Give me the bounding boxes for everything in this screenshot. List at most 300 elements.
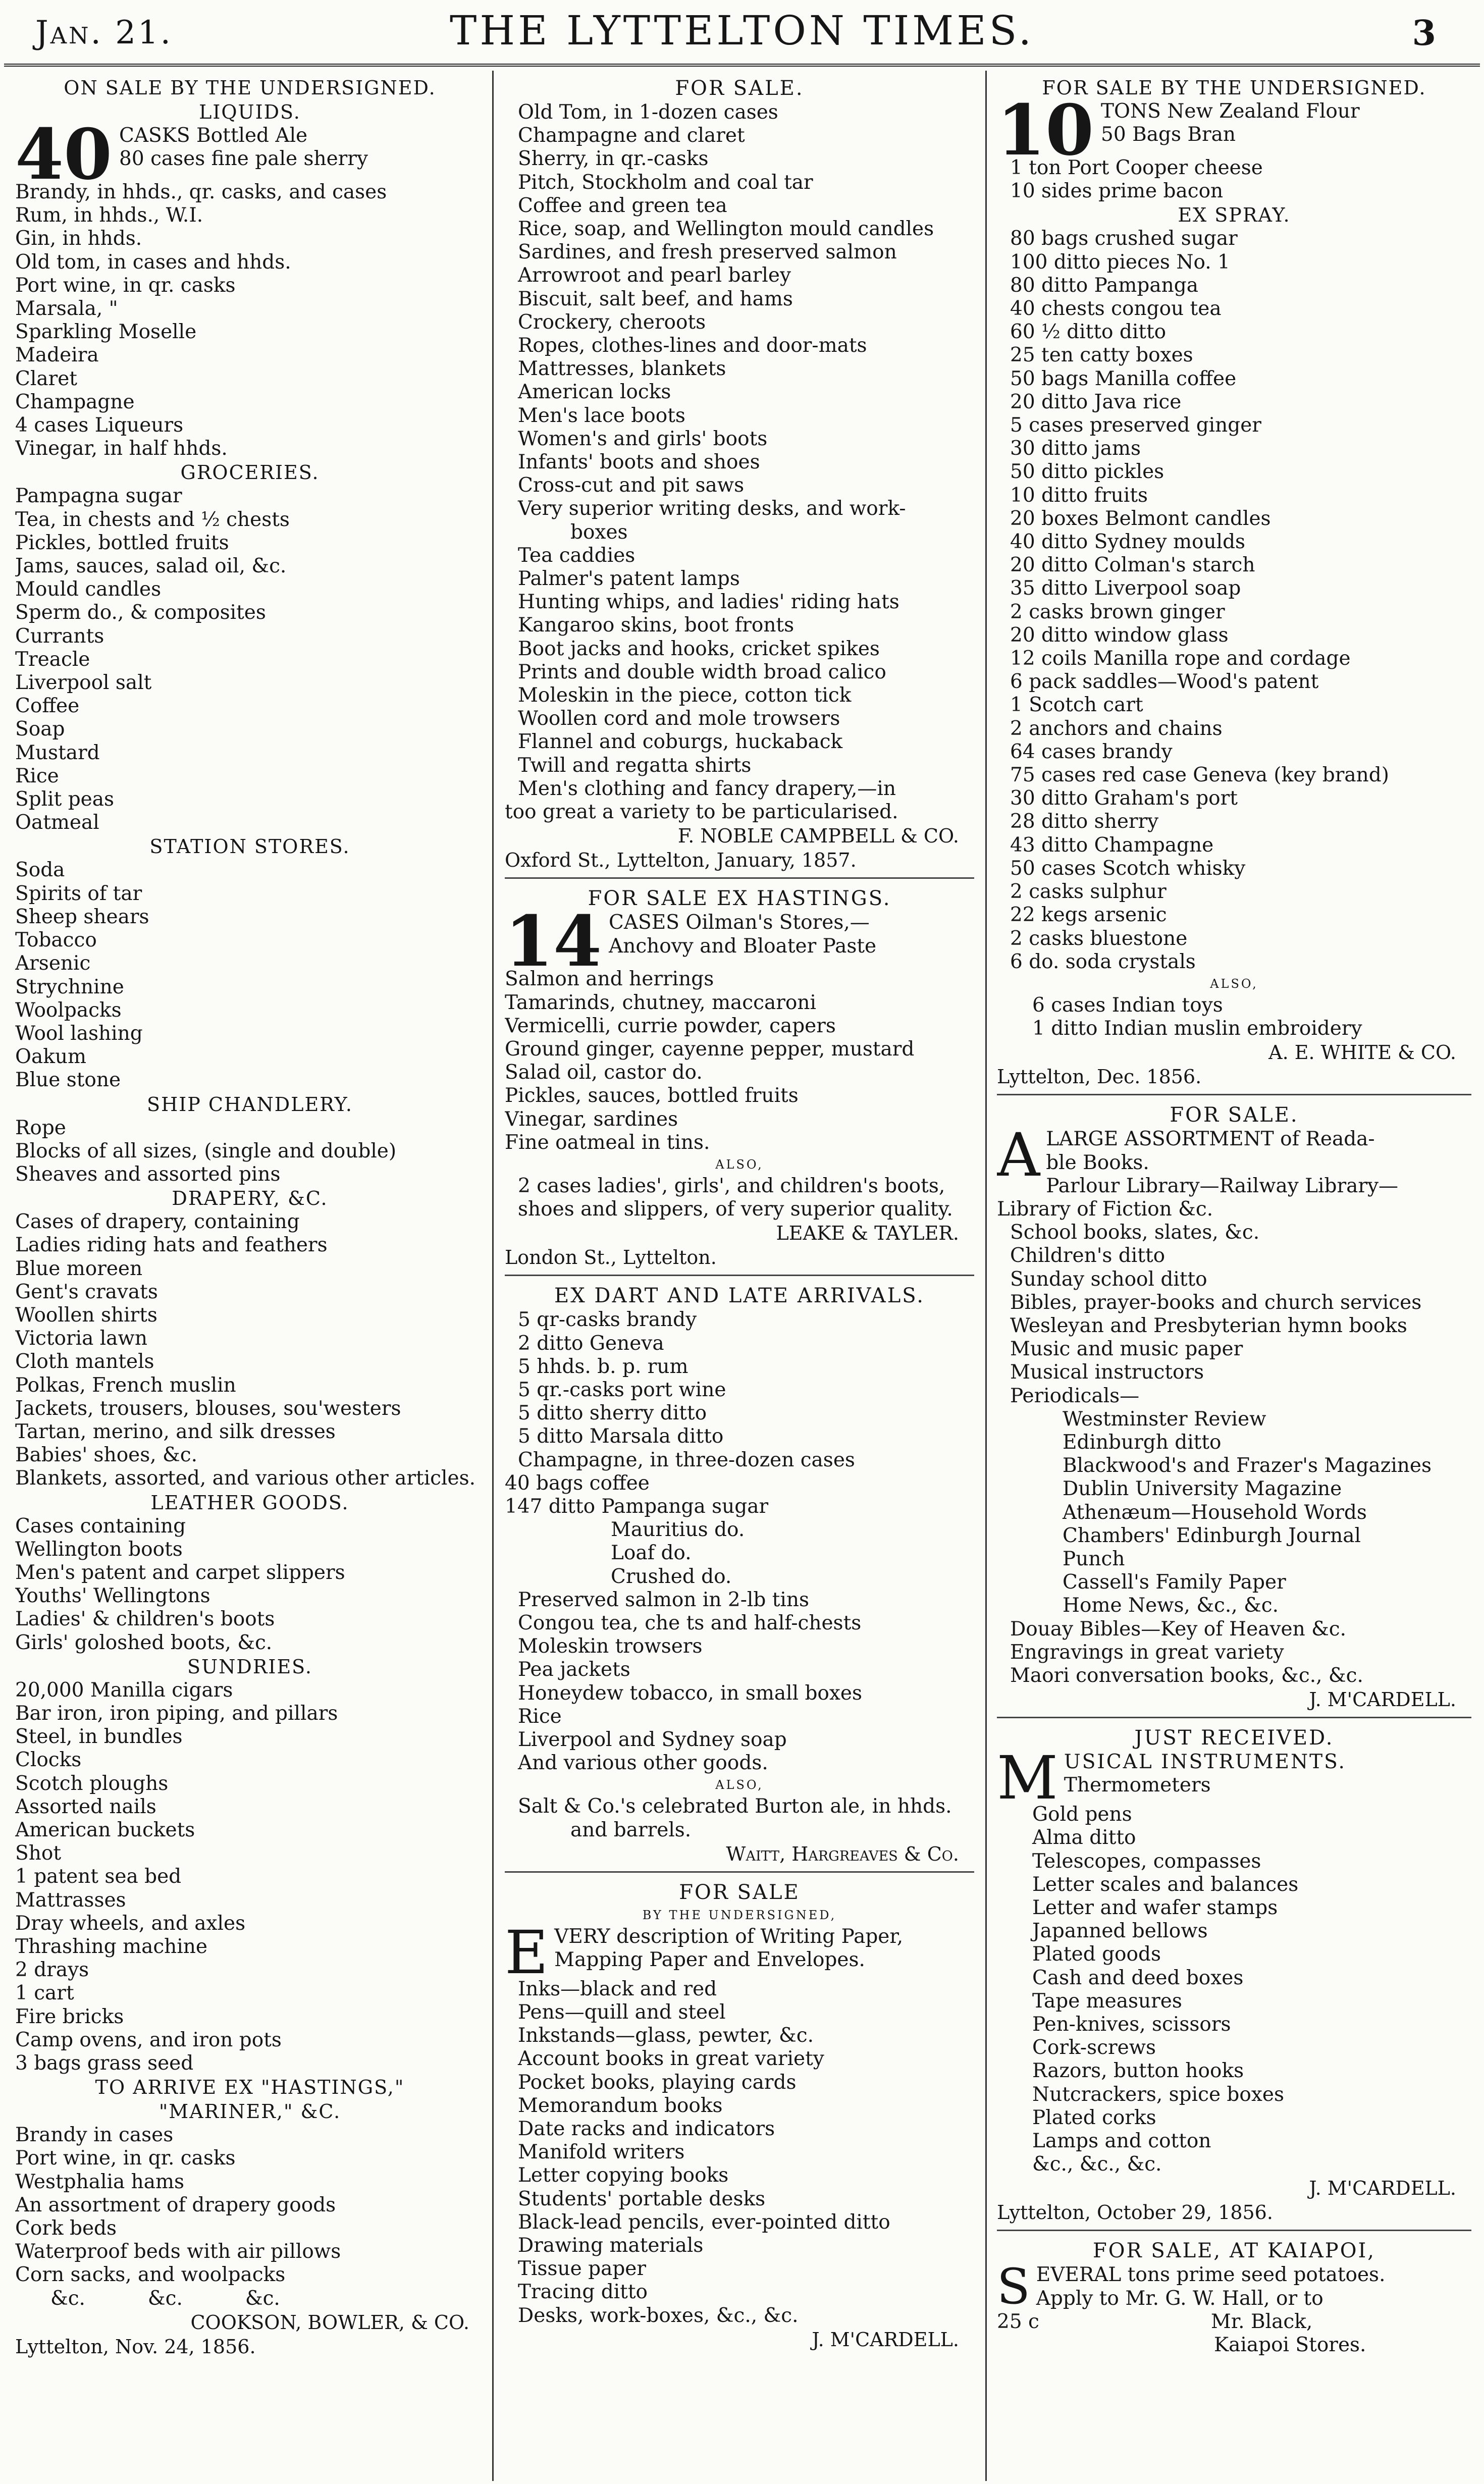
- item-list: [505, 1589, 974, 1775]
- list-item: School books, slates, &c.: [1010, 1221, 1260, 1244]
- list-item: 60 ½ ditto ditto: [1010, 321, 1167, 344]
- contact-line: [997, 2310, 1471, 2334]
- section-title: DRAPERY, &C.: [172, 1187, 328, 1210]
- list-item: 2 casks sulphur: [1010, 880, 1167, 904]
- advert-date: Lyttelton, Dec. 1856.: [997, 1066, 1202, 1088]
- advert-leake-tayler: [505, 886, 974, 1276]
- advert-heading: FOR SALE.: [1170, 1103, 1299, 1127]
- newspaper-title: THE LYTTELTON TIMES.: [449, 7, 1034, 54]
- list-item: Students' portable desks: [518, 2187, 766, 2210]
- item-list: [15, 1679, 485, 2075]
- advert-heading: FOR SALE: [679, 1880, 800, 1904]
- drop-line: 80 cases fine pale sherry: [119, 147, 368, 171]
- advert-cookson-bowler: [15, 76, 485, 2364]
- list-item: Kangaroo skins, boot fronts: [518, 614, 794, 637]
- advert-signature: J. M'CARDELL.: [1309, 2177, 1456, 2200]
- drop-line: Anchovy and Bloater Paste: [609, 934, 877, 958]
- list-item: 30 ditto Graham's port: [1010, 787, 1238, 810]
- list-item: Very superior writing desks, and work-: [518, 497, 906, 520]
- item-list: [15, 1515, 485, 1655]
- list-item: Home News, &c., &c.: [1063, 1594, 1279, 1617]
- list-item: Shot: [15, 1842, 61, 1865]
- list-item: Dray wheels, and axles: [15, 1912, 246, 1935]
- list-item: 40 bags coffee: [505, 1471, 650, 1495]
- list-item: Old Tom, in 1-dozen cases: [518, 101, 778, 124]
- item-list: [997, 994, 1471, 1040]
- list-item: Madeira: [15, 344, 99, 367]
- list-item: 5 cases preserved ginger: [1010, 414, 1261, 437]
- list-item: Brandy, in hhds., qr. casks, and cases: [15, 181, 387, 203]
- item-list: [997, 227, 1471, 974]
- list-item: 5 ditto sherry ditto: [518, 1402, 707, 1425]
- also-line: Salt & Co.'s celebrated Burton ale, in hhds.: [518, 1795, 952, 1818]
- list-item: Youths' Wellingtons: [15, 1584, 210, 1608]
- list-item: Sherry, in qr.-casks: [518, 147, 709, 171]
- list-item: Boot jacks and hooks, cricket spikes: [518, 637, 880, 660]
- list-item: Tissue paper: [518, 2257, 647, 2281]
- list-item: Pickles, sauces, bottled fruits: [505, 1084, 799, 1107]
- list-item: Treacle: [15, 648, 90, 671]
- list-item: 147 ditto Pampanga sugar: [505, 1495, 769, 1518]
- list-item: Assorted nails: [15, 1795, 156, 1818]
- list-item: Sardines, and fresh preserved salmon: [518, 241, 897, 264]
- list-item: Wesleyan and Presbyterian hymn books: [1010, 1314, 1407, 1337]
- list-item: Account books in great variety: [518, 2047, 824, 2071]
- section-title: SHIP CHANDLERY.: [147, 1093, 353, 1116]
- list-item: Ladies' & children's boots: [15, 1608, 275, 1631]
- list-item: Men's lace boots: [518, 404, 685, 427]
- column-divider-1: [492, 71, 494, 2481]
- list-item: 22 kegs arsenic: [1010, 904, 1167, 927]
- list-item: Rice, soap, and Wellington mould candles: [518, 218, 934, 241]
- item-list: [505, 1472, 974, 1518]
- list-item: Maori conversation books, &c., &c.: [1010, 1664, 1363, 1687]
- section-title: TO ARRIVE EX "HASTINGS,": [95, 2076, 405, 2099]
- list-item: Liverpool salt: [15, 671, 152, 695]
- list-item: 12 coils Manilla rope and cordage: [1010, 647, 1351, 670]
- list-item: Strychnine: [15, 975, 124, 998]
- list-item: 100 ditto pieces No. 1: [1010, 250, 1230, 274]
- list-item: Dublin University Magazine: [1063, 1477, 1342, 1501]
- list-item: Wellington boots: [15, 1538, 183, 1561]
- item-list: [15, 181, 485, 460]
- list-item: Polkas, French muslin: [15, 1373, 236, 1397]
- section-title: "MARINER," &C.: [158, 2100, 341, 2123]
- list-item: Fire bricks: [15, 2005, 124, 2028]
- list-item: 30 ditto jams: [1010, 437, 1141, 460]
- list-item: Tea caddies: [518, 544, 635, 567]
- list-item: Memorandum books: [518, 2094, 723, 2117]
- list-item: Champagne, in three-dozen cases: [518, 1448, 855, 1471]
- list-item: 50 bags Manilla coffee: [1010, 367, 1237, 390]
- list-item: Sheaves and assorted pins: [15, 1162, 281, 1186]
- drop-capital: M: [997, 1743, 1058, 1813]
- item-list: [505, 101, 974, 521]
- list-item: Biscuit, salt beef, and hams: [518, 287, 793, 310]
- advert-signature: COOKSON, BOWLER, & CO.: [190, 2311, 469, 2334]
- item-list: [505, 968, 974, 1154]
- list-item: Musical instructors: [1010, 1361, 1204, 1384]
- item-list: [505, 1308, 974, 1471]
- item-list: [15, 2124, 485, 2287]
- list-item: Vermicelli, currie powder, capers: [505, 1014, 836, 1037]
- list-item: Victoria lawn: [15, 1327, 147, 1350]
- list-item: Girls' goloshed boots, &c.: [15, 1631, 273, 1654]
- list-item: 2 casks bluestone: [1010, 927, 1188, 950]
- list-item: Thrashing machine: [15, 1935, 207, 1959]
- list-item: American locks: [518, 381, 671, 404]
- list-item: Pea jackets: [518, 1658, 630, 1681]
- list-item: Pickles, bottled fruits: [15, 531, 229, 554]
- list-item: 1 ton Port Cooper cheese: [1010, 156, 1263, 179]
- list-item: Arrowroot and pearl barley: [518, 264, 791, 287]
- section-title: SUNDRIES.: [187, 1655, 312, 1678]
- list-item: Edinburgh ditto: [1063, 1431, 1222, 1454]
- column-divider-2: [985, 71, 987, 2481]
- list-item: Port wine, in qr. casks: [15, 2147, 236, 2170]
- drop-numeral: 40: [15, 113, 113, 195]
- list-item: 20 ditto window glass: [1010, 623, 1229, 647]
- list-item: 3 bags grass seed: [15, 2052, 194, 2075]
- list-item: Champagne and claret: [518, 124, 745, 147]
- list-item: Claret: [15, 367, 77, 390]
- header-rule: [4, 64, 1480, 67]
- list-item: Blue stone: [15, 1069, 121, 1092]
- list-item: Arsenic: [15, 952, 91, 975]
- list-item: Women's and girls' boots: [518, 427, 768, 450]
- list-item: Japanned bellows: [1032, 1920, 1208, 1943]
- list-item: Letter and wafer stamps: [1032, 1896, 1278, 1919]
- drop-line: CASES Oilman's Stores,—: [609, 911, 870, 934]
- drop-line: VERY description of Writing Paper,: [554, 1925, 904, 1948]
- list-item: Vinegar, in half hhds.: [15, 437, 228, 460]
- list-item: Tobacco: [15, 929, 97, 952]
- contact-line: Kaiapoi Stores.: [1214, 2334, 1366, 2357]
- list-item: Cash and deed boxes: [1032, 1966, 1244, 1989]
- list-item: Soap: [15, 718, 65, 741]
- list-item: 1 ditto Indian muslin embroidery: [1032, 1017, 1362, 1040]
- list-item: Rum, in hhds., W.I.: [15, 204, 203, 227]
- list-item: 2 casks brown ginger: [1010, 600, 1225, 623]
- drop-line: LARGE ASSORTMENT of Reada-: [1046, 1128, 1375, 1151]
- drop-line: TONS New Zealand Flour: [1101, 100, 1360, 123]
- list-item: Razors, button hooks: [1032, 2059, 1244, 2083]
- section-title: EX SPRAY.: [1178, 204, 1291, 227]
- list-item: Inkstands—glass, pewter, &c.: [518, 2024, 814, 2047]
- list-item: Babies' shoes, &c.: [15, 1444, 198, 1467]
- list-item: Jackets, trousers, blouses, sou'westers: [15, 1397, 401, 1420]
- list-item: Woollen cord and mole trowsers: [518, 707, 840, 730]
- list-item: Blue moreen: [15, 1257, 143, 1280]
- drop-line: Parlour Library—Railway Library—: [1046, 1174, 1399, 1197]
- list-item: 40 chests congou tea: [1010, 297, 1222, 321]
- advert-heading: ON SALE BY THE UNDERSIGNED.: [64, 77, 436, 99]
- list-item: Crockery, cheroots: [518, 310, 706, 334]
- item-list: [15, 859, 485, 1092]
- also-label: ALSO,: [715, 1778, 764, 1792]
- list-item: Children's ditto: [1010, 1244, 1165, 1267]
- list-item: Corn sacks, and woolpacks: [15, 2263, 286, 2287]
- advert-noble-campbell: [505, 76, 974, 879]
- drop-capital: S: [997, 2258, 1030, 2315]
- drop-line: Library of Fiction &c.: [997, 1197, 1213, 1221]
- list-item: Fine oatmeal in tins.: [505, 1131, 710, 1154]
- advert-waitt-hargreaves: [505, 1283, 974, 1872]
- list-item: Waterproof beds with air pillows: [15, 2240, 341, 2263]
- list-item: Jams, sauces, salad oil, &c.: [15, 555, 287, 578]
- advert-heading: FOR SALE EX HASTINGS.: [588, 887, 891, 911]
- list-item: Periodicals—: [1010, 1384, 1140, 1407]
- list-item: Vinegar, sardines: [505, 1107, 678, 1131]
- list-item: Sparkling Moselle: [15, 321, 197, 344]
- advert-signature: LEAKE & TAYLER.: [776, 1222, 959, 1245]
- list-item: 80 bags crushed sugar: [1010, 227, 1238, 250]
- list-item: 20 ditto Java rice: [1010, 390, 1182, 413]
- list-item: Brandy in cases: [15, 2124, 174, 2147]
- list-item: Salmon and herrings: [505, 968, 714, 991]
- list-item: Woollen shirts: [15, 1303, 157, 1327]
- list-item: Bar iron, iron piping, and pillars: [15, 1702, 338, 1725]
- drop-line: Mapping Paper and Envelopes.: [554, 1948, 865, 1971]
- list-item: Letter scales and balances: [1032, 1873, 1299, 1896]
- advert-signature: A. E. WHITE & CO.: [1268, 1041, 1456, 1064]
- list-item: Cork-screws: [1032, 2036, 1156, 2059]
- list-item: Infants' boots and shoes: [518, 451, 760, 474]
- list-item: Mattresses, blankets: [518, 357, 726, 381]
- list-item: Pen-knives, scissors: [1032, 2013, 1231, 2036]
- item-list: [15, 1210, 485, 1490]
- list-item: Ropes, clothes-lines and door-mats: [518, 334, 867, 357]
- item-list: [15, 485, 485, 834]
- also-text: 2 cases ladies', girls', and children's boots, shoes and slippers, of very superior quality.: [518, 1174, 953, 1221]
- ad-code: 25 c: [997, 2310, 1039, 2333]
- list-item: Steel, in bundles: [15, 1725, 183, 1749]
- list-item: Ladies riding hats and feathers: [15, 1234, 328, 1257]
- list-item: Mattrasses: [15, 1888, 126, 1912]
- list-item: Cross-cut and pit saws: [518, 474, 745, 497]
- section-title: STATION STORES.: [149, 835, 350, 858]
- list-item: 75 cases red case Geneva (key brand): [1010, 764, 1389, 787]
- list-item: Gin, in hhds.: [15, 227, 142, 250]
- list-item: Plated goods: [1032, 1943, 1161, 1966]
- advert-ae-white: [997, 76, 1471, 1095]
- list-item: Hunting whips, and ladies' riding hats: [518, 591, 899, 614]
- list-item: Palmer's patent lamps: [518, 567, 740, 591]
- list-item: Mould candles: [15, 578, 162, 601]
- advert-signature: J. M'CARDELL.: [812, 2328, 959, 2351]
- column-1: [15, 76, 485, 2478]
- list-item: Marsala, ": [15, 297, 118, 321]
- item-list: [505, 544, 974, 801]
- advert-mccardell-music: [997, 1725, 1471, 2231]
- list-item: Cassell's Family Paper: [1063, 1571, 1286, 1594]
- list-item: 64 cases brandy: [1010, 740, 1173, 763]
- advert-mccardell-stationery: [505, 1880, 974, 2357]
- list-item: Inks—black and red: [518, 1977, 717, 2000]
- item-list: [997, 1221, 1471, 1408]
- list-item: 6 cases Indian toys: [1032, 993, 1223, 1017]
- list-item: Liverpool and Sydney soap: [518, 1728, 787, 1751]
- contact-name: Mr. Black,: [1210, 2310, 1313, 2333]
- list-item: Tartan, merino, and silk dresses: [15, 1420, 336, 1443]
- list-item: Flannel and coburgs, huckaback: [518, 730, 843, 754]
- section-title: GROCERIES.: [180, 461, 320, 484]
- list-item: 1 patent sea bed: [15, 1865, 182, 1888]
- list-item: Gent's cravats: [15, 1280, 158, 1303]
- list-item: Honeydew tobacco, in small boxes: [518, 1681, 862, 1705]
- advert-kaiapoi: [997, 2238, 1471, 2362]
- list-item: 6 do. soda crystals: [1010, 950, 1196, 973]
- advert-heading: EX DART AND LATE ARRIVALS.: [554, 1284, 925, 1308]
- list-item: Blankets, assorted, and various other articles.: [15, 1467, 475, 1490]
- list-item: Champagne: [15, 390, 135, 413]
- list-item: Tape measures: [1032, 1989, 1182, 2013]
- list-item: Salad oil, castor do.: [505, 1061, 703, 1084]
- list-item: 1 Scotch cart: [1010, 694, 1143, 717]
- list-item: Currants: [15, 624, 104, 648]
- list-item: Blackwood's and Frazer's Magazines: [1063, 1454, 1432, 1477]
- advert-date: Oxford St., Lyttelton, January, 1857.: [505, 849, 857, 872]
- list-item: Prints and double width broad calico: [518, 660, 886, 683]
- list-item: 40 ditto Sydney moulds: [1010, 531, 1246, 554]
- list-item: Nutcrackers, spice boxes: [1032, 2083, 1284, 2106]
- list-item: Drawing materials: [518, 2234, 704, 2257]
- list-item: 2 ditto Geneva: [518, 1332, 664, 1355]
- list-item: Sperm do., & composites: [15, 601, 266, 624]
- list-item: Alma ditto: [1032, 1826, 1136, 1849]
- list-item: An assortment of drapery goods: [15, 2193, 336, 2216]
- list-item: 2 drays: [15, 1959, 89, 1982]
- list-item: 20,000 Manilla cigars: [15, 1678, 233, 1702]
- advert-date: Lyttelton, October 29, 1856.: [997, 2201, 1273, 2224]
- item-list: [997, 1618, 1471, 1688]
- list-item: Port wine, in qr. casks: [15, 274, 236, 297]
- list-item: 20 boxes Belmont candles: [1010, 507, 1271, 530]
- advert-signature: J. M'CARDELL.: [1309, 1688, 1456, 1711]
- list-item: Black-lead pencils, ever-pointed ditto: [518, 2210, 890, 2234]
- list-item: 6 pack saddles—Wood's patent: [1010, 670, 1319, 694]
- drop-line: USICAL INSTRUMENTS.: [1064, 1751, 1346, 1774]
- drop-line: CASKS Bottled Ale: [119, 124, 308, 147]
- drop-numeral: 10: [997, 89, 1094, 171]
- list-item: Tracing ditto: [518, 2281, 648, 2304]
- list-item: Oakum: [15, 1045, 86, 1069]
- list-item: Pens—quill and steel: [518, 2001, 726, 2024]
- list-item: Coffee: [15, 695, 80, 718]
- advert-date: London St., Lyttelton.: [505, 1246, 717, 1269]
- list-item: Tea, in chests and ½ chests: [15, 508, 290, 531]
- list-item: Old tom, in cases and hhds.: [15, 250, 291, 274]
- list-item: Chambers' Edinburgh Journal: [1063, 1524, 1361, 1547]
- list-item: Ground ginger, cayenne pepper, mustard: [505, 1037, 915, 1061]
- list-item: 50 cases Scotch whisky: [1010, 857, 1246, 880]
- item-list: [997, 156, 1471, 203]
- list-item: 5 ditto Marsala ditto: [518, 1425, 724, 1448]
- drop-line: Thermometers: [1064, 1774, 1211, 1797]
- list-item: 2 anchors and chains: [1010, 717, 1223, 740]
- list-item: 5 hhds. b. p. rum: [518, 1355, 688, 1378]
- list-item: Bibles, prayer-books and church services: [1010, 1291, 1422, 1314]
- list-item: Athenæum—Household Words: [1063, 1501, 1367, 1524]
- list-item: 10 sides prime bacon: [1010, 180, 1224, 203]
- item-continuation: too great a variety to be particularised.: [505, 801, 898, 824]
- item-list: [997, 1408, 1471, 1618]
- list-item: Music and music paper: [1010, 1338, 1243, 1361]
- advert-heading: JUST RECEIVED.: [1134, 1726, 1334, 1750]
- item-list: [505, 1518, 974, 1589]
- list-item: Telescopes, compasses: [1032, 1849, 1261, 1873]
- list-item: Moleskin in the piece, cotton tick: [518, 684, 852, 707]
- list-item: Coffee and green tea: [518, 194, 727, 217]
- list-item: 80 ditto Pampanga: [1010, 274, 1198, 297]
- list-item: 4 cases Liqueurs: [15, 414, 184, 437]
- item-continuation: boxes: [570, 520, 628, 544]
- drop-line: 50 Bags Bran: [1101, 123, 1236, 146]
- drop-numeral: 14: [505, 900, 602, 983]
- advert-heading: FOR SALE BY THE UNDERSIGNED.: [1042, 77, 1426, 99]
- advert-heading: FOR SALE.: [675, 77, 804, 100]
- list-item: Loaf do.: [611, 1542, 692, 1565]
- list-item: 28 ditto sherry: [1010, 810, 1159, 833]
- list-item: Westphalia hams: [15, 2170, 184, 2193]
- also-line: and barrels.: [570, 1818, 692, 1841]
- list-item: Crushed do.: [611, 1565, 732, 1588]
- also-label: ALSO,: [715, 1157, 764, 1172]
- drop-line: ble Books.: [1046, 1151, 1149, 1174]
- list-item: Pampagna sugar: [15, 485, 182, 508]
- list-item: Wool lashing: [15, 1022, 143, 1045]
- list-item: Men's patent and carpet slippers: [15, 1561, 345, 1584]
- list-item: Blocks of all sizes, (single and double): [15, 1139, 397, 1162]
- advert-date: Lyttelton, Nov. 24, 1856.: [15, 2335, 256, 2358]
- list-item: 43 ditto Champagne: [1010, 833, 1214, 857]
- list-item: Westminster Review: [1063, 1407, 1266, 1431]
- item-list: [997, 1803, 1471, 2176]
- list-item: &c., &c., &c.: [1032, 2153, 1162, 2176]
- list-item: Soda: [15, 859, 65, 882]
- list-item: Twill and regatta shirts: [518, 754, 752, 777]
- list-item: Punch: [1063, 1547, 1125, 1570]
- list-item: Cork beds: [15, 2217, 117, 2240]
- list-item: Pitch, Stockholm and coal tar: [518, 171, 813, 194]
- drop-line: Apply to Mr. G. W. Hall, or to: [1036, 2287, 1323, 2310]
- advert-heading: FOR SALE, AT KAIAPOI,: [1092, 2239, 1375, 2263]
- list-item: Gold pens: [1032, 1803, 1132, 1826]
- list-item: American buckets: [15, 1819, 195, 1841]
- list-item: 50 ditto pickles: [1010, 460, 1164, 484]
- list-item: 5 qr.-casks port wine: [518, 1378, 726, 1401]
- list-item: Tamarinds, chutney, maccaroni: [505, 991, 816, 1014]
- list-item: Rice: [518, 1705, 562, 1728]
- list-item: Clocks: [15, 1749, 82, 1772]
- list-item: Letter copying books: [518, 2164, 729, 2187]
- issue-date: Jan. 21.: [35, 14, 173, 51]
- list-item: Woolpacks: [15, 998, 122, 1022]
- list-item: Oatmeal: [15, 811, 99, 834]
- list-item: Cloth mantels: [15, 1350, 154, 1373]
- list-item: Douay Bibles—Key of Heaven &c.: [1010, 1617, 1347, 1641]
- drop-line: EVERAL tons prime seed potatoes.: [1036, 2263, 1386, 2287]
- column-2: [505, 76, 974, 2478]
- advert-subheading: BY THE UNDERSIGNED,: [642, 1908, 837, 1922]
- list-item: Sunday school ditto: [1010, 1267, 1207, 1291]
- list-item: 5 qr-casks brandy: [518, 1308, 697, 1332]
- list-item: Congou tea, che ts and half-chests: [518, 1611, 862, 1634]
- list-item: Camp ovens, and iron pots: [15, 2028, 282, 2051]
- list-item: Rice: [15, 764, 59, 787]
- drop-capital: E: [505, 1917, 549, 1987]
- list-item: Mustard: [15, 741, 100, 764]
